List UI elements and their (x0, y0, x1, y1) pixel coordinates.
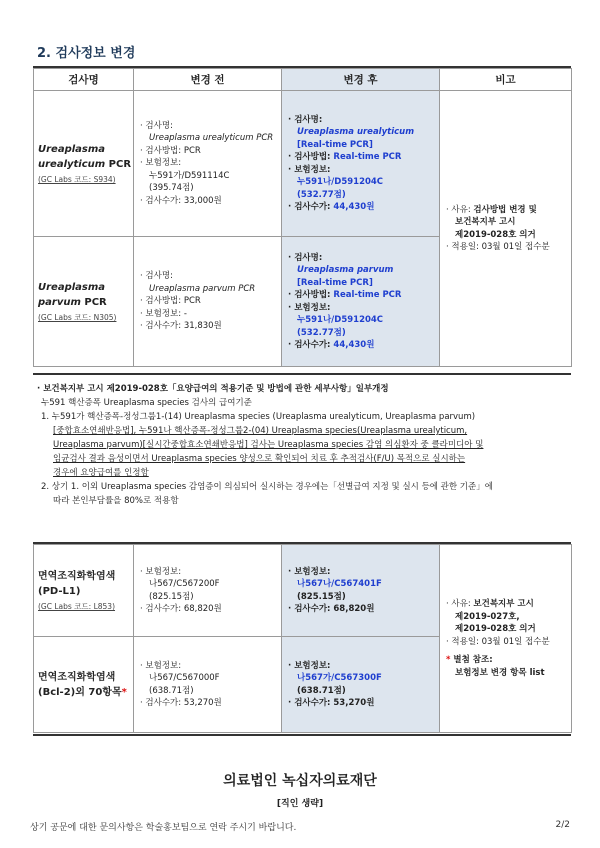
notice-line: 2. 상기 1. 이외 Ureaplasma species 감염증이 의심되어 실시하는 경우에는「선별급여 지정 및 실시 등에 관한 기준」에 (41, 482, 493, 492)
table-header-row (34, 69, 572, 91)
note-label: · 사유: (446, 599, 474, 609)
after-line: (532.77점) (297, 189, 346, 200)
after-line: Ureaplasma urealyticum (297, 127, 415, 137)
after-line: 나567가/C567300F (297, 673, 382, 683)
header-before: 변경 전 (134, 69, 282, 91)
notice-block (37, 382, 567, 508)
note-line: · 적용일: 03월 01일 접수분 (446, 242, 550, 252)
notice-line: 누591 핵산증폭 Ureaplasma species 검사의 급여기준 (41, 398, 252, 408)
section-title: 2. 검사정보 변경 (37, 46, 136, 61)
note-line: 보건복지부 고시 (455, 217, 516, 227)
after-line: · 검사수가: 68,820원 (288, 604, 375, 614)
after-line: (532.77점) (297, 327, 346, 338)
after-line: 나567나/C567401F (297, 579, 382, 589)
test-name-species: parvum (38, 297, 81, 308)
before-line: 누591가/D591114C (149, 170, 230, 181)
before-line: · 검사수가: 33,000원 (140, 195, 222, 206)
after-line: [Real-time PCR] (297, 277, 373, 288)
before-cell (134, 237, 282, 367)
before-line: Ureaplasma parvum PCR (149, 283, 256, 294)
before-cell (134, 637, 282, 733)
before-line: (825.15점) (149, 591, 194, 602)
table-ureaplasma (33, 68, 572, 367)
after-line: · 보험정보: (288, 566, 331, 577)
after-line: [Real-time PCR] (297, 139, 373, 150)
test-name-line2: (Bcl-2)외 70항목 (38, 686, 122, 698)
after-line: · 보험정보: (288, 302, 331, 313)
test-name-cell (34, 637, 134, 733)
organization-name: 의료법인 녹십자의료재단 (223, 773, 377, 789)
before-line: (395.74점) (149, 183, 194, 194)
notice-line: 1. 누591가 핵산증폭-정성그룹1-(14) Ureaplasma species (Ureaplasma urealyticum, Ureaplasma parvum) (41, 412, 476, 422)
note-value: 별첨 참조: (453, 655, 493, 665)
after-line: · 보험정보: (288, 164, 331, 175)
notice-line: 따라 본인부담률을 80%로 적용함 (53, 496, 179, 506)
notice-heading: · 보건복지부 고시 제2019-028호「요양급여의 적용기준 및 방법에 관한 세부사항」일부개정 (37, 384, 389, 394)
after-value: 44,430원 (333, 202, 375, 212)
before-line: · 검사수가: 68,820원 (140, 604, 222, 614)
after-line: · 보험정보: (288, 660, 331, 671)
note-cell (440, 91, 572, 367)
after-label: · 검사수가: (288, 202, 334, 212)
gc-labs-code: (GC Labs 코드: N305) (38, 313, 117, 322)
after-line: Ureaplasma parvum (297, 265, 394, 275)
table-immunohistochemistry (33, 544, 572, 733)
notice-line: 임균검사 결과 음성이면서 Ureaplasma species 양성으로 확인되어 치료 후 추적검사(F/U) 목적으로 실시하는 (53, 454, 466, 464)
notice-line: Ureaplasma parvum)[실시간중합효소연쇄반응법] 검사는 Ureaplasma species 감염 의심환자 중 클라미디아 및 (53, 440, 484, 450)
test-name-line2: (PD-L1) (38, 586, 81, 597)
before-line: · 검사수가: 31,830원 (140, 321, 222, 332)
before-line: · 검사방법: PCR (140, 145, 201, 156)
table-row (34, 91, 572, 237)
before-line: · 검사방법: PCR (140, 296, 201, 307)
test-name-line1: 면역조직화학염색 (38, 671, 116, 683)
after-cell (282, 637, 440, 733)
before-line: · 보험정보: (140, 566, 182, 577)
before-line: 나567/C567000F (149, 673, 220, 683)
before-line: · 보험정보: (140, 158, 182, 169)
after-label: · 검사방법: (288, 152, 334, 162)
gc-labs-code: (GC Labs 코드: L853) (38, 602, 116, 611)
header-after: 변경 후 (282, 69, 440, 91)
before-cell (134, 545, 282, 637)
gc-labs-code: (GC Labs 코드: S934) (38, 175, 116, 184)
note-line: 제2019-028호 의거 (455, 229, 536, 240)
after-label: · 검사방법: (288, 290, 334, 300)
before-line: · 보험정보: - (140, 308, 187, 319)
after-value: Real-time PCR (333, 152, 402, 162)
note-line: 보험정보 변경 항목 list (455, 667, 545, 678)
after-line: · 검사명: (288, 252, 323, 263)
note-value: 보건복지부 고시 (473, 599, 534, 609)
after-value: 44,430원 (333, 340, 375, 350)
note-line: 제2019-028호 의거 (455, 624, 536, 634)
after-line: (825.15점) (297, 591, 346, 602)
note-value: 검사방법 변경 및 (473, 204, 537, 215)
before-line: (638.71점) (149, 685, 194, 696)
after-line: 누591나/D591204C (297, 315, 384, 325)
after-line: 누591나/D591204C (297, 177, 384, 187)
before-line: · 검사명: (140, 271, 173, 282)
after-cell (282, 91, 440, 237)
test-name-cell (34, 237, 134, 367)
after-line: · 검사명: (288, 114, 323, 125)
star-mark: * (121, 686, 127, 698)
header-test-name: 검사명 (34, 69, 134, 91)
after-cell (282, 237, 440, 367)
after-line: · 검사수가: 53,270원 (288, 698, 375, 708)
before-cell (134, 91, 282, 237)
note-cell (440, 545, 572, 733)
before-line: 나567/C567200F (149, 579, 220, 589)
note-label: · 사유: (446, 204, 474, 215)
test-name-species: urealyticum (38, 159, 106, 170)
notice-line: [중합효소연쇄반응법], 누591나 핵산증폭-정성그룹2-(04) Ureaplasma species(Ureaplasma urealyticum, (53, 426, 468, 436)
test-name-line1: Ureaplasma (38, 282, 106, 293)
table2-bottom-rule (33, 734, 571, 736)
after-cell (282, 545, 440, 637)
after-label: · 검사수가: (288, 340, 334, 350)
test-name-cell (34, 545, 134, 637)
page-number: 2/2 (555, 820, 570, 830)
test-name-line1: Ureaplasma (38, 144, 106, 155)
before-line: · 검사명: (140, 120, 173, 131)
test-name-method: PCR (105, 159, 132, 170)
before-line: · 검사수가: 53,270원 (140, 698, 222, 708)
note-asterisk: * (446, 655, 454, 665)
header-note: 비고 (440, 69, 572, 91)
footer-contact: 상기 공문에 대한 문의사항은 학술홍보팀으로 연락 주시기 바랍니다. (30, 823, 297, 833)
before-line: · 보험정보: (140, 660, 182, 671)
table-row (34, 545, 572, 637)
test-name-line1: 면역조직화학염색 (38, 571, 116, 582)
seal-omitted: [직인 생략] (276, 799, 324, 809)
before-line: Ureaplasma urealyticum PCR (149, 133, 274, 144)
notice-line: 경우에 요양급여를 인정함 (53, 468, 149, 478)
note-line: · 적용일: 03월 01일 접수분 (446, 636, 550, 647)
test-name-cell (34, 91, 134, 237)
after-value: Real-time PCR (333, 290, 402, 300)
table-bottom-rule (33, 373, 571, 375)
after-line: (638.71점) (297, 685, 346, 696)
test-name-method: PCR (80, 297, 107, 308)
note-line: 제2019-027호, (455, 611, 520, 622)
